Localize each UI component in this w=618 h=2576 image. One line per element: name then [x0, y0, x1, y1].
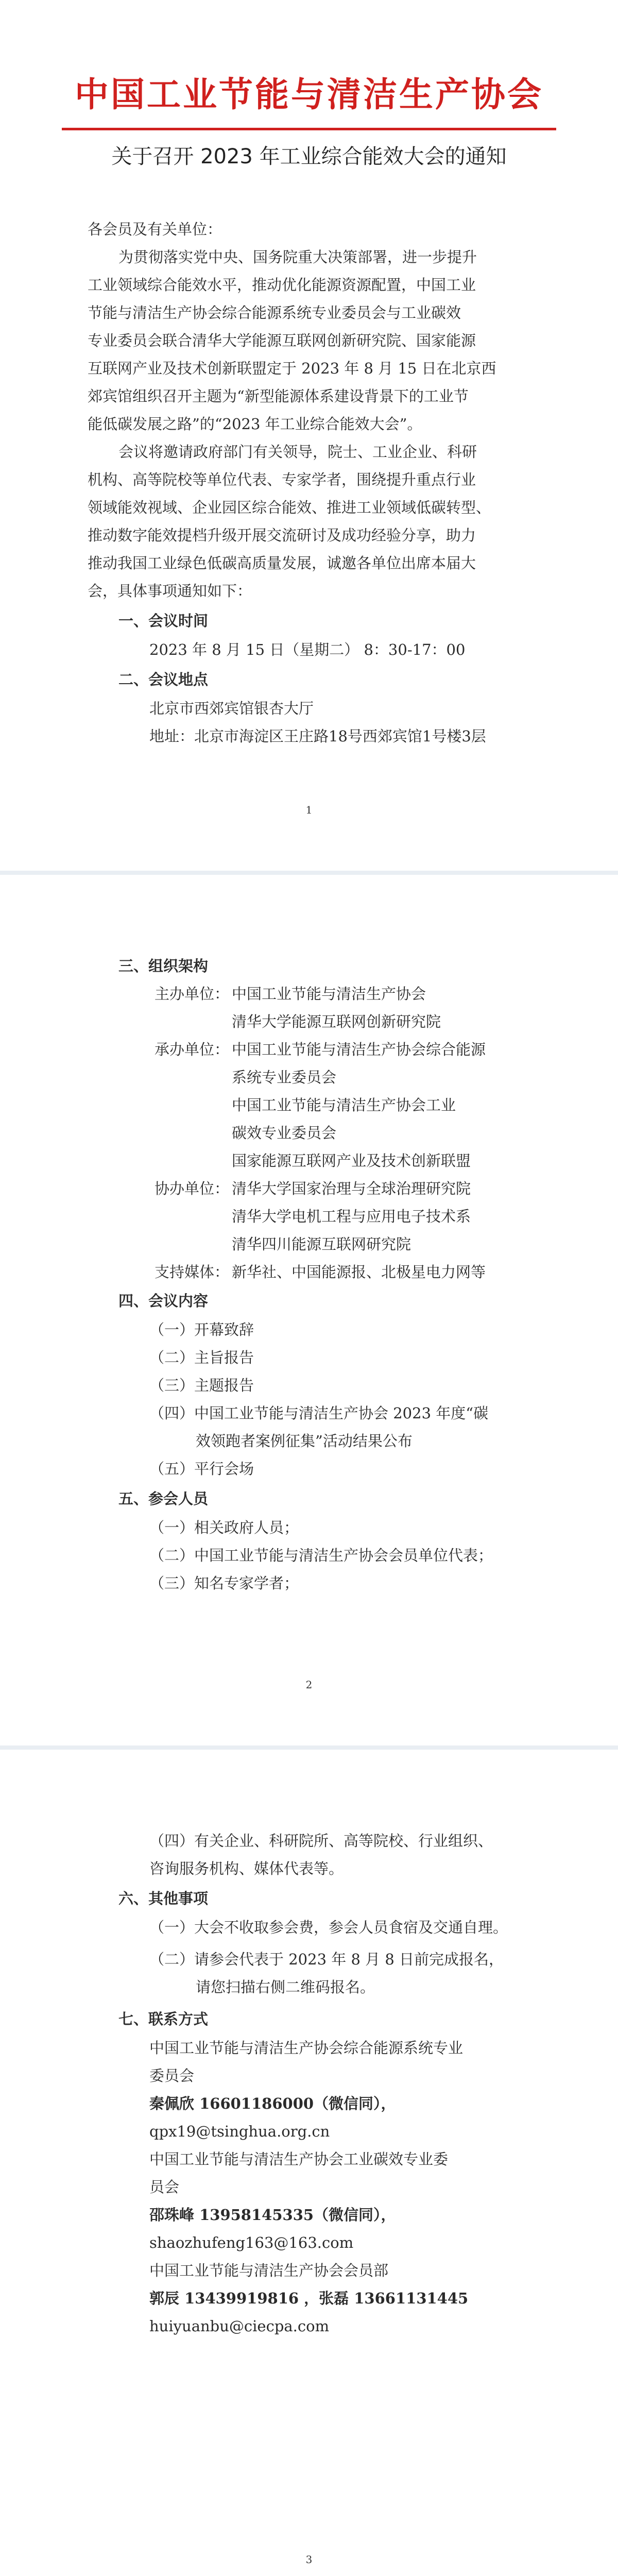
greeting: 各会员及有关单位：	[88, 221, 222, 238]
paragraph-line: 推动我国工业绿色低碳高质量发展，诚邀各单位出席本届大	[88, 554, 476, 572]
section-heading: 三、组织架构	[118, 957, 209, 975]
paragraph-line: 推动数字能效提档升级开展交流研讨及成功经验分享，助力	[88, 527, 476, 544]
agenda-item: （三）主题报告	[149, 1377, 254, 1394]
paragraph-line: 郊宾馆组织召开主题为“新型能源体系建设背景下的工业节	[88, 387, 469, 405]
section-heading: 一、会议时间	[118, 612, 209, 630]
agenda-item: （四）中国工业节能与清洁生产协会 2023 年度“碳	[149, 1404, 489, 1422]
coorganizer-org: 碳效专业委员会	[232, 1124, 337, 1142]
attendee-item: （三）知名专家学者；	[149, 1574, 299, 1592]
contact-email[interactable]: huiyuanbu@ciecpa.com	[149, 2317, 330, 2335]
attendee-item: 咨询服务机构、媒体代表等。	[149, 1860, 344, 1877]
other-item: （二）请参会代表于 2023 年 8 月 8 日前完成报名，	[149, 1951, 504, 1968]
contact-line: 秦佩欣 16601186000（微信同），	[149, 2095, 396, 2112]
coorganizer-label: 承办单位：	[154, 1041, 230, 1058]
section-heading: 四、会议内容	[118, 1292, 209, 1310]
coorganizer-org: 国家能源互联网产业及技术创新联盟	[232, 1152, 471, 1170]
assistant-label: 协办单位：	[154, 1180, 230, 1197]
section-heading: 七、联系方式	[118, 2010, 209, 2028]
agenda-item: （一）开幕致辞	[149, 1321, 254, 1338]
other-item: （一）大会不收取参会费，参会人员食宿及交通自理。	[149, 1919, 508, 1936]
page-number: 1	[305, 804, 313, 816]
assistant-org: 清华大学电机工程与应用电子技术系	[232, 1208, 471, 1225]
section-heading: 六、其他事项	[118, 1890, 209, 1907]
host-org: 清华大学能源互联网创新研究院	[232, 1013, 441, 1030]
section-heading: 二、会议地点	[118, 671, 209, 688]
other-item: 请您扫描右侧二维码报名。	[196, 1978, 375, 1996]
section-heading: 五、参会人员	[118, 1490, 209, 1507]
agenda-item: （二）主旨报告	[149, 1349, 254, 1366]
contact-line: 委员会	[149, 2067, 195, 2084]
agenda-item: （五）平行会场	[149, 1460, 254, 1478]
paragraph-line: 为贯彻落实党中央、国务院重大决策部署，进一步提升	[118, 248, 477, 266]
letterhead-divider	[62, 128, 556, 130]
contact-email[interactable]: qpx19@tsinghua.org.cn	[149, 2123, 330, 2140]
contact-email[interactable]: shaozhufeng163@163.com	[149, 2234, 354, 2251]
coorganizer-org: 系统专业委员会	[232, 1069, 337, 1086]
assistant-org: 清华大学国家治理与全球治理研究院	[232, 1180, 471, 1197]
paragraph-line: 会，具体事项通知如下：	[88, 582, 252, 600]
page-number: 2	[305, 1679, 313, 1691]
media-label: 支持媒体：	[154, 1263, 230, 1281]
paragraph-line: 专业委员会联合清华大学能源互联网创新研究院、国家能源	[88, 332, 476, 349]
host-org: 中国工业节能与清洁生产协会	[232, 985, 426, 1003]
contact-line: 中国工业节能与清洁生产协会会员部	[149, 2262, 389, 2279]
paragraph-line: 领域能效视域、企业园区综合能效、推进工业领域低碳转型、	[88, 499, 491, 516]
coorganizer-org: 中国工业节能与清洁生产协会工业	[232, 1096, 456, 1114]
contact-line: 员会	[149, 2178, 180, 2196]
attendee-item: （二）中国工业节能与清洁生产协会会员单位代表；	[149, 1547, 493, 1564]
paragraph-line: 互联网产业及技术创新联盟定于 2023 年 8 月 15 日在北京西	[88, 360, 496, 377]
document-page-1	[0, 0, 618, 871]
document-page-2	[0, 875, 618, 1745]
document-page-3	[0, 1750, 618, 2576]
agenda-item: 效领跑者案例征集”活动结果公布	[196, 1432, 413, 1450]
meeting-address: 地址：北京市海淀区王庄路18号西郊宾馆1号楼3层	[149, 727, 486, 745]
attendee-item: （四）有关企业、科研院所、高等院校、行业组织、	[149, 1832, 493, 1850]
assistant-org: 清华四川能源互联网研究院	[232, 1235, 411, 1253]
org-letterhead: 中国工业节能与清洁生产协会	[75, 74, 543, 114]
paragraph-line: 能低碳发展之路”的“2023 年工业综合能效大会”。	[88, 415, 422, 433]
paragraph-line: 机构、高等院校等单位代表、专家学者，围绕提升重点行业	[88, 471, 476, 488]
paragraph-line: 节能与清洁生产协会综合能源系统专业委员会与工业碳效	[88, 304, 461, 321]
coorganizer-org: 中国工业节能与清洁生产协会综合能源	[232, 1041, 486, 1058]
contact-line: 邵珠峰 13958145335（微信同），	[149, 2206, 396, 2224]
contact-line: 中国工业节能与清洁生产协会工业碳效专业委	[149, 2150, 449, 2168]
host-label: 主办单位：	[154, 985, 230, 1003]
notice-title: 关于召开 2023 年工业综合能效大会的通知	[111, 145, 507, 168]
attendee-item: （一）相关政府人员；	[149, 1519, 299, 1536]
meeting-venue: 北京市西郊宾馆银杏大厅	[149, 700, 314, 717]
paragraph-line: 工业领域综合能效水平，推动优化能源资源配置，中国工业	[88, 276, 476, 294]
contact-line: 中国工业节能与清洁生产协会综合能源系统专业	[149, 2039, 464, 2057]
media-list: 新华社、中国能源报、北极星电力网等	[232, 1263, 486, 1281]
meeting-time: 2023 年 8 月 15 日（星期二） 8：30-17：00	[149, 641, 466, 658]
page-number: 3	[305, 2553, 313, 2566]
paragraph-line: 会议将邀请政府部门有关领导，院士、工业企业、科研	[118, 443, 477, 461]
contact-line: 郭辰 13439919816 ，张磊 13661131445	[149, 2290, 469, 2307]
